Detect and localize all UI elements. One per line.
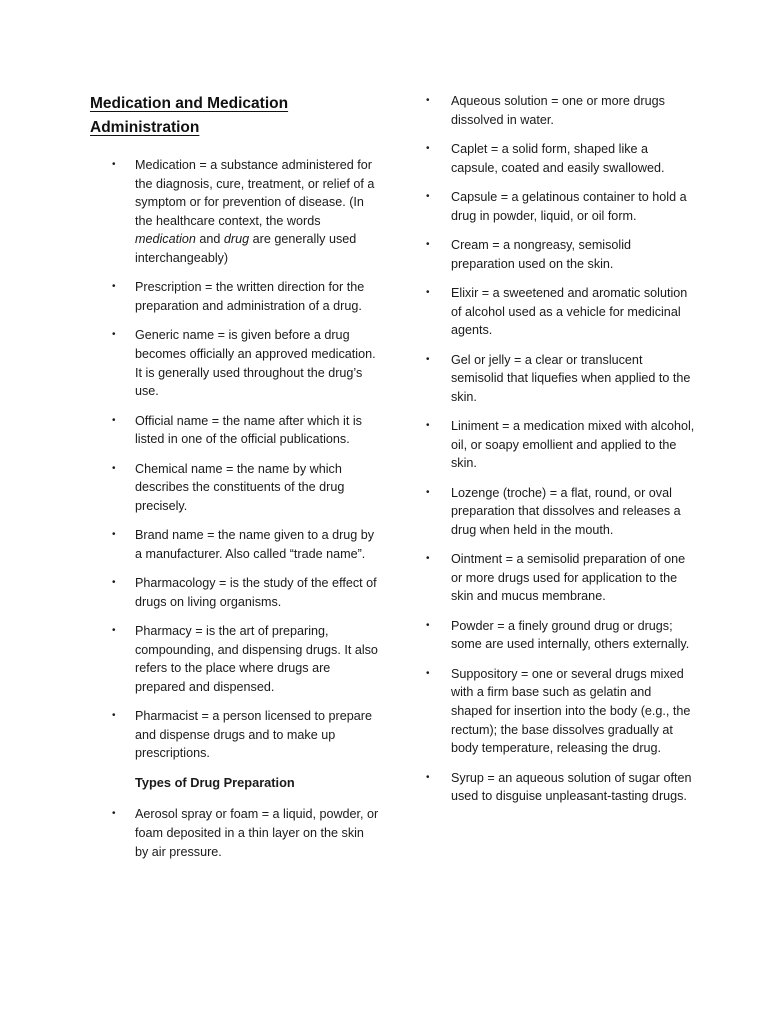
bullet-icon: • bbox=[112, 808, 116, 820]
definition-text: Powder = a finely ground drug or drugs; some are used internally, others externally. bbox=[451, 618, 690, 652]
bullet-icon: • bbox=[112, 329, 116, 341]
bullet-icon: • bbox=[426, 420, 430, 432]
definition-text: Official name = the name after which it is listed in one of the official publications. bbox=[135, 413, 362, 447]
definition-item bbox=[90, 526, 380, 563]
definition-list-left bbox=[90, 156, 380, 763]
definition-item bbox=[426, 284, 696, 340]
page-title: Medication and Medication Administration bbox=[90, 95, 289, 136]
definition-item bbox=[426, 417, 696, 473]
definition-item bbox=[426, 665, 696, 758]
definition-item bbox=[426, 140, 696, 177]
definition-item bbox=[90, 460, 380, 516]
definition-item bbox=[90, 805, 380, 861]
definition-item bbox=[426, 92, 696, 129]
definition-item bbox=[90, 574, 380, 611]
bullet-icon: • bbox=[112, 529, 116, 541]
definition-item bbox=[90, 278, 380, 315]
emphasized-term: drug bbox=[223, 232, 250, 247]
definition-item bbox=[426, 236, 696, 273]
definition-text: Aqueous solution = one or more drugs dissolved in water. bbox=[451, 94, 665, 127]
emphasized-term: medication bbox=[135, 232, 196, 247]
definition-text: Ointment = a semisolid preparation of one or more drugs used for application to the skin and mucus membrane. bbox=[451, 552, 686, 604]
bullet-icon: • bbox=[112, 710, 116, 722]
definition-text: Gel or jelly = a clear or translucent semisolid that liquefies when applied to the skin. bbox=[451, 352, 691, 404]
definition-item bbox=[426, 484, 696, 540]
bullet-icon: • bbox=[112, 577, 116, 589]
bullet-icon: • bbox=[112, 414, 116, 426]
left-column bbox=[90, 92, 380, 872]
definition-text: Pharmacist = a person licensed to prepare and dispense drugs and to make up prescriptions. bbox=[135, 709, 372, 761]
definition-text: Liniment = a medication mixed with alcohol, oil, or soapy emollient and applied to the skin. bbox=[451, 419, 695, 471]
definition-text: Generic name = is given before a drug becomes officially an approved medication. It is generally used throughout the drug’s use. bbox=[135, 328, 376, 399]
bullet-icon: • bbox=[426, 619, 430, 631]
bullet-icon: • bbox=[426, 486, 430, 498]
bullet-icon: • bbox=[426, 667, 430, 679]
definition-item bbox=[426, 550, 696, 606]
definition-text: Caplet = a solid form, shaped like a capsule, coated and easily swallowed. bbox=[451, 141, 665, 175]
definition-item bbox=[426, 769, 696, 806]
definition-text: Elixir = a sweetened and aromatic solution of alcohol used as a vehicle for medicinal agents. bbox=[451, 285, 688, 338]
definition-list-right bbox=[426, 92, 696, 806]
bullet-icon: • bbox=[426, 238, 430, 250]
section-heading-drug-preparation: Types of Drug Preparation bbox=[135, 774, 295, 790]
definition-text: Medication = a substance administered for the diagnosis, cure, treatment, or relief of a symptom or for prevention of disease. (In the healthcare context, the words medication and drug are generally used interchangeably) bbox=[135, 158, 375, 265]
definition-item bbox=[90, 156, 380, 268]
bullet-icon: • bbox=[112, 625, 116, 637]
definition-text: Chemical name = the name by which describes the constituents of the drug precisely. bbox=[135, 461, 345, 513]
bullet-icon: • bbox=[426, 190, 430, 202]
definition-item bbox=[90, 707, 380, 763]
definition-item bbox=[90, 622, 380, 696]
definition-item bbox=[426, 351, 696, 407]
definition-list-left-continued bbox=[90, 805, 380, 861]
definition-text: Syrup = an aqueous solution of sugar often used to disguise unpleasant-tasting drugs. bbox=[451, 770, 692, 804]
bullet-icon: • bbox=[112, 281, 116, 293]
definition-text: Pharmacy = is the art of preparing, compounding, and dispensing drugs. It also refers to the place where drugs are prepared and dispensed. bbox=[135, 624, 378, 694]
definition-item bbox=[426, 188, 696, 225]
definition-item bbox=[90, 326, 380, 400]
definition-text: Suppository = one or several drugs mixed with a firm base such as gelatin and shaped for insertion into the body (e.g., the rectum); the base dissolves gradually at body temperature, releasing the drug. bbox=[451, 666, 691, 756]
definition-text: Capsule = a gelatinous container to hold a drug in powder, liquid, or oil form. bbox=[451, 189, 687, 223]
bullet-icon: • bbox=[112, 159, 116, 170]
definition-text: Brand name = the name given to a drug by a manufacturer. Also called “trade name”. bbox=[135, 528, 375, 561]
definition-text: Prescription = the written direction for the preparation and administration of a drug. bbox=[135, 280, 365, 313]
bullet-icon: • bbox=[426, 286, 430, 298]
definition-text: Aerosol spray or foam = a liquid, powder, or foam deposited in a thin layer on the skin by air pressure. bbox=[135, 807, 379, 859]
definition-item bbox=[90, 412, 380, 449]
bullet-icon: • bbox=[112, 462, 116, 474]
bullet-icon: • bbox=[426, 353, 430, 365]
definition-text: Lozenge (troche) = a flat, round, or oval preparation that dissolves and releases a drug when held in the mouth. bbox=[451, 485, 681, 537]
bullet-icon: • bbox=[426, 95, 430, 106]
bullet-icon: • bbox=[426, 771, 430, 783]
definition-text: Pharmacology = is the study of the effect of drugs on living organisms. bbox=[135, 576, 377, 609]
definition-item bbox=[426, 617, 696, 654]
bullet-icon: • bbox=[426, 553, 430, 565]
definition-text: Cream = a nongreasy, semisolid preparation used on the skin. bbox=[451, 237, 632, 271]
right-column bbox=[426, 92, 696, 817]
bullet-icon: • bbox=[426, 142, 430, 154]
